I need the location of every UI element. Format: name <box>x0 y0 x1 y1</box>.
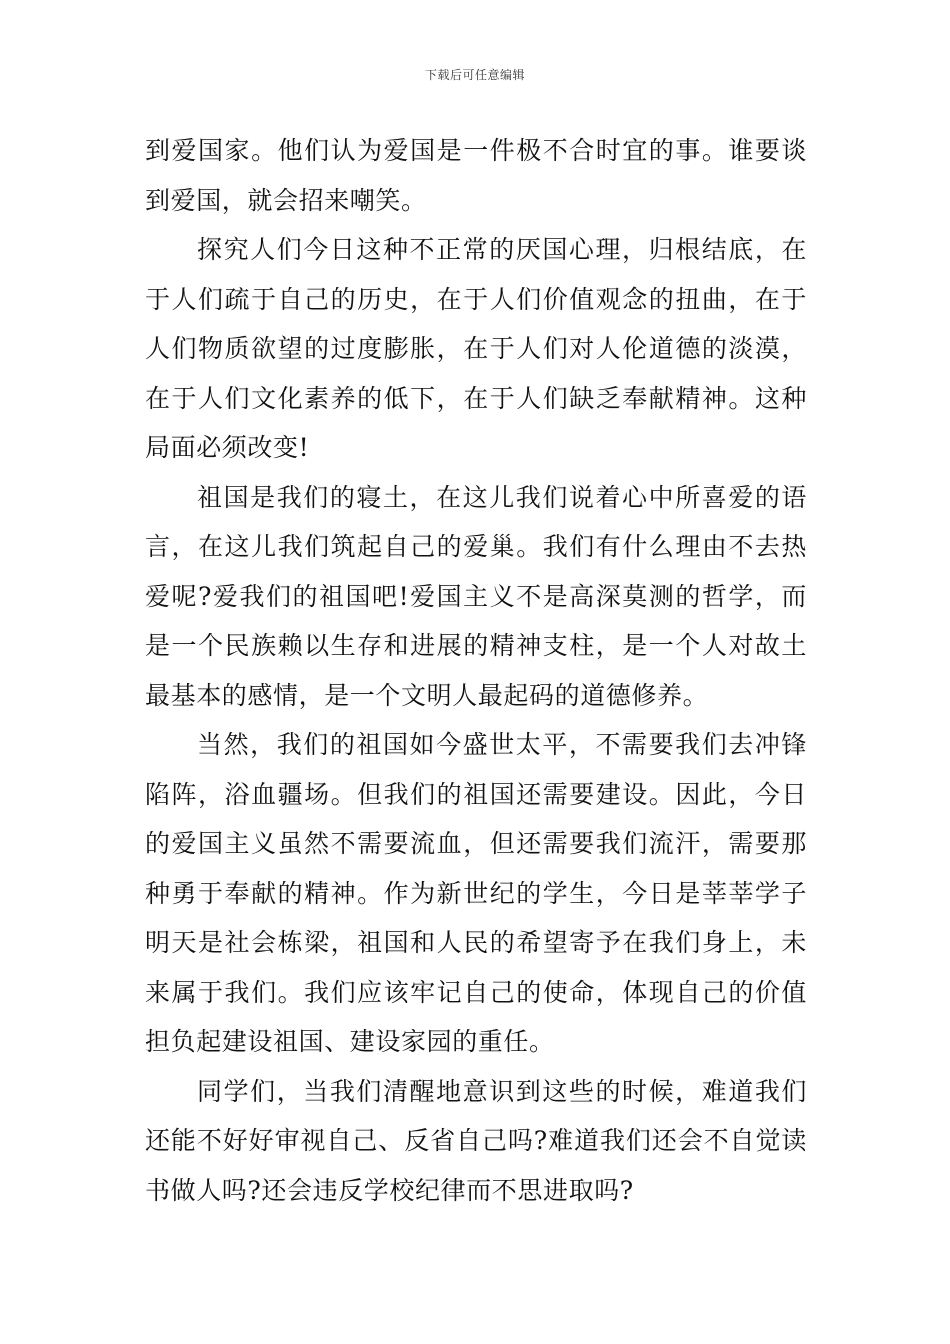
paragraph: 祖国是我们的寝土，在这儿我们说着心中所喜爱的语言，在这儿我们筑起自己的爱巢。我们有什么理由不去热爱呢?爱我们的祖国吧!爱国主义不是高深莫测的哲学，而是一个民族赖以生存和进展的精神支柱，是一个人对故土最基本的感情，是一个文明人最起码的道德修养。 <box>145 482 807 710</box>
page-header: 下载后可任意编辑 <box>424 68 525 82</box>
paragraph: 探究人们今日这种不正常的厌国心理，归根结底，在于人们疏于自己的历史，在于人们价值观念的扭曲，在于人们物质欲望的过度膨胀，在于人们对人伦道德的淡漠，在于人们文化素养的低下，在于人们缺乏奉献精神。这种局面必须改变! <box>145 235 807 462</box>
paragraph-continued: 到爱国家。他们认为爱国是一件极不合时宜的事。谁要谈到爱国，就会招来嘲笑。 <box>145 136 807 215</box>
paragraph: 同学们，当我们清醒地意识到这些的时候，难道我们还能不好好审视自己、反省自己吗?难道我们还会不自觉读书做人吗?还会违反学校纪律而不思进取吗? <box>145 1076 807 1205</box>
document-body <box>145 126 807 1215</box>
paragraph: 当然，我们的祖国如今盛世太平，不需要我们去冲锋陷阵，浴血疆场。但我们的祖国还需要建设。因此，今日的爱国主义虽然不需要流血，但还需要我们流汗，需要那种勇于奉献的精神。作为新世纪的学生，今日是莘莘学子明天是社会栋梁，祖国和人民的希望寄予在我们身上，未来属于我们。我们应该牢记自己的使命，体现自己的价值担负起建设祖国、建设家园的重任。 <box>145 730 807 1056</box>
